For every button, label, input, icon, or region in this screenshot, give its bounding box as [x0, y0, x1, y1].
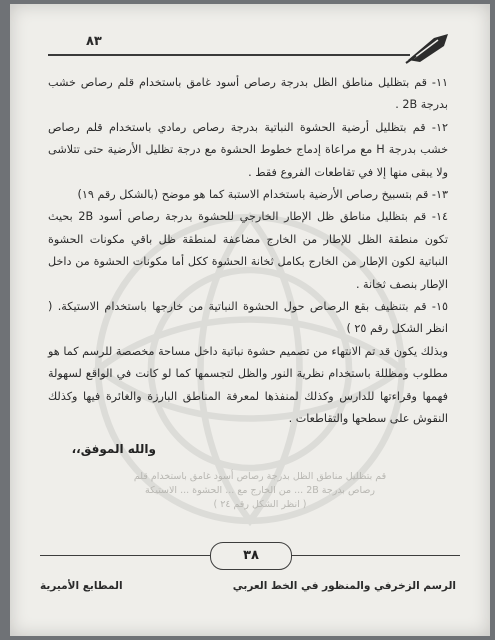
signoff: والله الموفق،،: [71, 442, 156, 456]
footer-publisher: المطابع الأميرية: [40, 580, 123, 592]
footer-page-number: ٣٨: [210, 542, 292, 570]
footer-book-title: الرسم الزخرفي والمنظور في الخط العربي: [232, 580, 456, 592]
bleed-through-text: قم بتظليل مناطق الظل بدرجة رصاص أسود غامق باستخدام قلم رصاص بدرجة 2B ... من الخارج مع ... الحشوة ... الاستيكة ( انظر الشكل رقم ٢٤ ): [133, 471, 387, 510]
header-rule: [48, 54, 410, 56]
quill-pen-icon: [404, 30, 452, 64]
instruction-item: ١٥- قم بتنظيف بقع الرصاص حول الحشوة النباتية من خارجها باستخدام الاستيكة. ( انظر الشكل رقم ٢٥ ): [48, 300, 448, 336]
header-page-number: ٨٣: [86, 34, 102, 49]
instruction-item: ١١- قم بتظليل مناطق الظل بدرجة رصاص أسود غامق باستخدام قلم رصاص خشب بدرجة 2B .: [48, 76, 448, 112]
instruction-item: ١٤- قم بتظليل مناطق ظل الإطار الخارجي للحشوة بدرجة رصاص أسود 2B بحيث تكون منطقة الظل للإطار من الخارج مضاعفة لمنطقة ظل باقي مكونات الحشوة النباتية لكون الإطار من الخارج بكامل ثخانة الحشوة ككل أما مكونات الحشوة من داخل الإطار بنصف ثخانة .: [48, 210, 448, 291]
instruction-item: ١٣- قم بتسبيخ رصاص الأرضية باستخدام الاستبة كما هو موضح (بالشكل رقم ١٩): [77, 188, 448, 202]
conclusion-paragraph: وبذلك يكون قد تم الانتهاء من تصميم حشوة نباتية داخل مساحة مخصصة للرسم كما هو مطلوب ومظللة باستخدام نظرية النور والظل لتجسمها كما لو كانت في الواقع لسهولة فهمها وقراءتها للدارس وكذلك لمنفذها لمعرفة المناطق البارزة والغائرة فيها وكذلك النقوش على سطحها والتقاطعات .: [48, 344, 448, 426]
document-page: [10, 4, 490, 636]
instructions-body: [48, 72, 448, 431]
instruction-item: ١٢- قم بتظليل أرضية الحشوة النباتية بدرجة رصاص رمادي باستخدام قلم رصاص خشب بدرجة H مع مراعاة إدماج خطوط الحشوة مع درجة تظليل الأرضية حتى تتلاشى ولا يبقى منها إلا في تقاطعات الفروع فقط .: [48, 120, 449, 179]
